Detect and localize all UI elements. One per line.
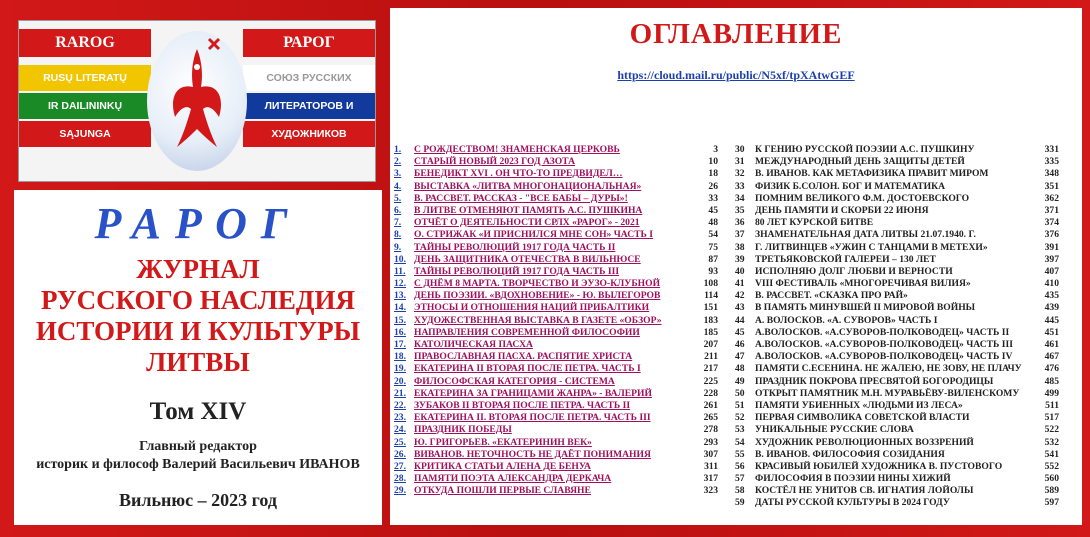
toc-entry-page: 317 — [703, 473, 718, 485]
toc-entry-page: 207 — [703, 339, 718, 350]
toc-entry-number: 44 — [735, 314, 745, 326]
toc-entry[interactable] — [735, 339, 1075, 351]
toc-entry-number: 5. — [394, 192, 402, 204]
toc-entry-page: 485 — [1044, 375, 1059, 387]
toc-entry-title: ЭТНОСЫ И ОТНОШЕНИЯ НАЦИЙ ПРИБАЛТИКИ — [414, 302, 650, 314]
toc-entry-title: ДЕНЬ ЗАЩИТНИКА ОТЕЧЕСТВА В ВИЛЬНЮСЕ — [414, 253, 641, 265]
toc-entry-title: КРАСИВЫЙ ЮБИЛЕЙ ХУДОЖНИКА В. ПУСТОВОГО — [755, 460, 1003, 472]
toc-entry-page: 467 — [1044, 351, 1059, 363]
toc-entry[interactable] — [735, 278, 1075, 290]
toc-entry-number: 52 — [735, 412, 745, 424]
toc-entry-page: 331 — [1044, 144, 1059, 155]
toc-entry-number: 9. — [394, 241, 402, 253]
toc-entry[interactable] — [394, 485, 734, 497]
toc-entry-page: 26 — [708, 180, 718, 192]
rarog-logo-card — [18, 20, 376, 182]
toc-entry-page: 589 — [1044, 485, 1059, 497]
city-year: Вильнюс – 2023 год — [119, 490, 277, 510]
toc-entry-title: ПАМЯТИ УБИЕННЫХ «ЛЮДЬМИ ИЗ ЛЕСА» — [755, 399, 963, 411]
toc-entry[interactable] — [394, 254, 734, 266]
toc-entry-title: А. ВОЛОСКОВ. «А. СУВОРОВ» ЧАСТЬ I — [755, 314, 938, 326]
toc-entry[interactable] — [735, 461, 1075, 473]
toc-entry-page: 435 — [1044, 290, 1059, 302]
toc-entry-page: 151 — [703, 302, 718, 314]
toc-entry-page: 522 — [1044, 424, 1059, 436]
toc-entry-page: 552 — [1044, 460, 1059, 472]
toc-entry-number: 21. — [394, 387, 406, 399]
toc-entry-page: 362 — [1044, 192, 1059, 204]
toc-entry-number: 1. — [394, 144, 402, 155]
toc-entry[interactable] — [394, 339, 734, 351]
toc-entry-page: 217 — [703, 363, 718, 375]
toc-entry-number: 18. — [394, 351, 406, 363]
toc-entry-number: 45 — [735, 326, 745, 338]
toc-entry[interactable] — [394, 302, 734, 314]
editor-info — [14, 438, 382, 474]
toc-entry-page: 476 — [1044, 363, 1059, 375]
toc-entry[interactable] — [735, 168, 1075, 180]
toc-entry-title: УНИКАЛЬНЫЕ РУССКИЕ СЛОВА — [755, 424, 914, 436]
toc-entry-number: 20. — [394, 375, 406, 387]
toc-entry[interactable] — [394, 181, 734, 193]
toc-entry[interactable] — [394, 351, 734, 363]
toc-entry-number: 24. — [394, 424, 406, 436]
journal-title-line: ЖУРНАЛ — [136, 254, 260, 284]
toc-entry-number: 2. — [394, 156, 402, 168]
toc-entry-page: 451 — [1044, 326, 1059, 338]
toc-entry-title: ТРЕТЬЯКОВСКОЙ ГАЛЕРЕИ – 130 ЛЕТ — [755, 253, 936, 265]
toc-entry[interactable] — [394, 412, 734, 424]
toc-entry-title: ДЕНЬ ПАМЯТИ И СКОРБИ 22 ИЮНЯ — [755, 204, 929, 216]
toc-entry[interactable] — [394, 193, 734, 205]
toc-entry[interactable] — [394, 363, 734, 375]
toc-entry-title: ТАЙНЫ РЕВОЛЮЦИЙ 1917 ГОДА ЧАСТЬ II — [414, 241, 616, 253]
toc-entry[interactable] — [394, 168, 734, 180]
journal-brand: РАРОГ — [94, 199, 302, 248]
toc-entry[interactable] — [735, 266, 1075, 278]
toc-entry[interactable] — [394, 461, 734, 473]
toc-entry-page: 225 — [703, 375, 718, 387]
toc-entry-title: 80 ЛЕТ КУРСКОЙ БИТВЕ — [755, 217, 874, 229]
toc-entry-title: В ЛИТВЕ ОТМЕНЯЮТ ПАМЯТЬ А.С. ПУШКИНА — [414, 204, 643, 216]
toc-entry[interactable] — [735, 315, 1075, 327]
toc-entry-title: ДЕНЬ ПОЭЗИИ. «ВДОХНОВЕНИЕ» - Ю. ВЫЛЕГОРОВ — [414, 290, 661, 302]
toc-entry[interactable] — [735, 242, 1075, 254]
toc-entry-number: 19. — [394, 363, 406, 375]
toc-entry-title: ОТКУДА ПОШЛИ ПЕРВЫЕ СЛАВЯНЕ — [414, 485, 591, 497]
toc-entry[interactable] — [735, 485, 1075, 497]
toc-entry[interactable] — [735, 290, 1075, 302]
toc-entry-title: К ГЕНИЮ РУССКОЙ ПОЭЗИИ А.С. ПУШКИНУ — [755, 144, 975, 155]
toc-entry-page: 261 — [703, 399, 718, 411]
toc-entry-number: 15. — [394, 314, 406, 326]
logo-ru-line-3: ХУДОЖНИКОВ — [243, 121, 375, 147]
toc-entry-number: 28. — [394, 473, 406, 485]
toc-entry-number: 17. — [394, 339, 406, 350]
toc-entry-number: 22. — [394, 399, 406, 411]
toc-entry[interactable] — [735, 229, 1075, 241]
toc-entry-number: 43 — [735, 302, 745, 314]
toc-entry-number: 42 — [735, 290, 745, 302]
logo-lt-line-3: SĄJUNGA — [19, 121, 151, 147]
toc-entry-page: 18 — [708, 168, 718, 180]
toc-entry-number: 41 — [735, 278, 745, 290]
toc-entry-title: ДАТЫ РУССКОЙ КУЛЬТУРЫ В 2024 ГОДУ — [755, 497, 950, 509]
toc-entry-title: С ДНЁМ 8 МАРТА. ТВОРЧЕСТВО И ЭУЗО-КЛУБНОЙ — [414, 278, 661, 290]
toc-entry[interactable] — [394, 266, 734, 278]
russian-flag-panel — [243, 21, 375, 181]
toc-entry[interactable] — [394, 205, 734, 217]
toc-entry-title: В. ИВАНОВ. КАК МЕТАФИЗИКА ПРАВИТ МИРОМ — [755, 168, 989, 180]
toc-entry-number: 50 — [735, 387, 745, 399]
toc-entry-page: 376 — [1044, 229, 1059, 241]
volume-label: Том XIV — [149, 398, 247, 425]
toc-entry[interactable] — [735, 449, 1075, 461]
logo-lt-title: RAROG — [19, 29, 151, 57]
toc-entry-title: Г. ЛИТВИНЦЕВ «УЖИН С ТАНЦАМИ В МЕТЕХИ» — [755, 241, 988, 253]
toc-entry-page: 597 — [1044, 497, 1059, 509]
toc-entry-number: 48 — [735, 363, 745, 375]
toc-entry-page: 461 — [1044, 339, 1059, 350]
toc-entry-number: 3. — [394, 168, 402, 180]
toc-entry-page: 10 — [708, 156, 718, 168]
toc-entry-number: 56 — [735, 460, 745, 472]
toc-entry-number: 47 — [735, 351, 745, 363]
journal-title — [14, 254, 382, 378]
toc-entry[interactable] — [394, 144, 734, 156]
toc-entry-title: В. ИВАНОВ. ФИЛОСОФИЯ СОЗИДАНИЯ — [755, 448, 945, 460]
toc-entry-page: 541 — [1044, 448, 1059, 460]
toc-entry-number: 16. — [394, 326, 406, 338]
toc-entry-page: 351 — [1044, 180, 1059, 192]
toc-column-right — [735, 144, 1075, 510]
toc-entry-title: ВЫСТАВКА «ЛИТВА МНОГОНАЦИОНАЛЬНАЯ» — [414, 180, 642, 192]
toc-entry-number: 31 — [735, 156, 745, 168]
toc-entry-page: 228 — [703, 387, 718, 399]
toc-entry-title: БЕНЕДИКТ XVI . ОН ЧТО-ТО ПРЕДВИДЕЛ… — [414, 168, 623, 180]
toc-entry-number: 29. — [394, 485, 406, 497]
toc-entry-title: ОТКРЫТ ПАМЯТНИК М.Н. МУРАВЬЁВУ-ВИЛЕНСКОМУ — [755, 387, 1020, 399]
toc-entry-title: ЕКАТЕРИНА II ВТОРАЯ ПОСЛЕ ПЕТРА. ЧАСТЬ I — [414, 363, 641, 375]
toc-entry-page: 348 — [1044, 168, 1059, 180]
toc-entry[interactable] — [735, 217, 1075, 229]
toc-entry-title: ФИЗИК Б.СОЛОН. БОГ И МАТЕМАТИКА — [755, 180, 946, 192]
falcon-emblem-icon — [147, 31, 247, 171]
toc-entry-title: В. РАССВЕТ. РАССКАЗ - "ВСЕ БАБЫ – ДУРЫ»! — [414, 192, 628, 204]
toc-entry-title: ПЕРВАЯ СИМВОЛИКА СОВЕТСКОЙ ВЛАСТИ — [755, 412, 970, 424]
toc-entry-number: 51 — [735, 399, 745, 411]
toc-entry[interactable] — [735, 205, 1075, 217]
toc-entry[interactable] — [394, 290, 734, 302]
toc-entry-page: 45 — [708, 204, 718, 216]
logo-ru-line-1: СОЮЗ РУССКИХ — [243, 65, 375, 91]
toc-entry-page: 211 — [704, 351, 718, 363]
journal-title-line: ЛИТВЫ — [146, 347, 250, 377]
toc-entry-page: 511 — [1045, 399, 1059, 411]
lithuanian-flag-panel — [19, 21, 151, 181]
toc-entry-number: 30 — [735, 144, 745, 155]
logo-ru-line-2: ЛИТЕРАТОРОВ И — [243, 93, 375, 119]
toc-entry[interactable] — [394, 242, 734, 254]
toc-entry-title: В ПАМЯТЬ МИНУВШЕЙ II МИРОВОЙ ВОЙНЫ — [755, 302, 976, 314]
toc-entry-number: 53 — [735, 424, 745, 436]
toc-entry[interactable] — [394, 400, 734, 412]
toc-entry[interactable] — [735, 388, 1075, 400]
toc-entry-title: ХУДОЖЕСТВЕННАЯ ВЫСТАВКА В ГАЗЕТЕ «ОБЗОР» — [414, 314, 662, 326]
toc-entry-title: КАТОЛИЧЕСКАЯ ПАСХА — [414, 339, 533, 350]
toc-entry-title: ХУДОЖНИК РЕВОЛЮЦИОННЫХ ВОЗЗРЕНИЙ — [755, 436, 974, 448]
toc-entry[interactable] — [735, 156, 1075, 168]
toc-entry[interactable] — [735, 144, 1075, 156]
toc-entry[interactable] — [735, 193, 1075, 205]
toc-entry-page: 371 — [1044, 204, 1059, 216]
toc-entry-number: 10. — [394, 253, 406, 265]
toc-entry-title: ФИЛОСОФИЯ В ПОЭЗИИ НИНЫ ХИЖИЙ — [755, 473, 951, 485]
toc-entry-title: ЕКАТЕРИНА II. ВТОРАЯ ПОСЛЕ ПЕТРА. ЧАСТЬ III — [414, 412, 651, 424]
toc-entry-number: 12. — [394, 278, 406, 290]
toc-entry-number: 54 — [735, 436, 745, 448]
toc-entry-page: 445 — [1044, 314, 1059, 326]
toc-entry-page: 48 — [708, 217, 718, 229]
toc-entry-number: 13. — [394, 290, 406, 302]
toc-entry-number: 59 — [735, 497, 745, 509]
toc-entry-number: 55 — [735, 448, 745, 460]
toc-entry-page: 560 — [1044, 473, 1059, 485]
toc-entry-number: 46 — [735, 339, 745, 350]
toc-entry-page: 54 — [708, 229, 718, 241]
toc-entry[interactable] — [735, 351, 1075, 363]
toc-entry-page: 374 — [1044, 217, 1059, 229]
toc-entry[interactable] — [735, 376, 1075, 388]
toc-entry-number: 57 — [735, 473, 745, 485]
toc-entry-page: 499 — [1044, 387, 1059, 399]
toc-entry[interactable] — [735, 181, 1075, 193]
toc-entry-page: 87 — [708, 253, 718, 265]
toc-entry-page: 278 — [703, 424, 718, 436]
toc-title: ОГЛАВЛЕНИЕ — [629, 18, 843, 50]
journal-title-line: РУССКОГО НАСЛЕДИЯ — [41, 285, 355, 315]
toc-entry-title: В. РАССВЕТ. «СКАЗКА ПРО РАЙ» — [755, 290, 908, 302]
toc-entry-number: 11. — [394, 265, 406, 277]
toc-entry[interactable] — [394, 424, 734, 436]
toc-entry[interactable] — [394, 217, 734, 229]
toc-entry-number: 40 — [735, 265, 745, 277]
toc-entry[interactable] — [735, 400, 1075, 412]
toc-entry-page: 3 — [713, 144, 718, 155]
toc-entry-page: 311 — [704, 460, 718, 472]
logo-lt-line-2: IR DAILININKŲ — [19, 93, 151, 119]
toc-entry-page: 293 — [703, 436, 718, 448]
toc-entry-page: 439 — [1044, 302, 1059, 314]
toc-column-left — [394, 144, 734, 497]
toc-entry-title: ИСПОЛНЯЮ ДОЛГ ЛЮБВИ И ВЕРНОСТИ — [755, 265, 953, 277]
toc-entry-title: ЗНАМЕНАТЕЛЬНАЯ ДАТА ЛИТВЫ 21.07.1940. Г. — [755, 229, 976, 241]
toc-entry-title: КОСТЁЛ НЕ УНИТОВ СВ. ИГНАТИЯ ЛОЙОЛЫ — [755, 485, 974, 497]
toc-entry-page: 185 — [703, 326, 718, 338]
toc-entry[interactable] — [394, 229, 734, 241]
toc-entry-number: 34 — [735, 192, 745, 204]
toc-entry-title: ПОМНИМ ВЕЛИКОГО Ф.М. ДОСТОЕВСКОГО — [755, 192, 970, 204]
toc-entry-page: 183 — [703, 314, 718, 326]
toc-entry[interactable] — [394, 156, 734, 168]
toc-entry-page: 75 — [708, 241, 718, 253]
toc-entry-number: 58 — [735, 485, 745, 497]
toc-entry[interactable] — [735, 424, 1075, 436]
toc-entry-page: 517 — [1044, 412, 1059, 424]
toc-entry-number: 27. — [394, 460, 406, 472]
toc-entry-number: 38 — [735, 241, 745, 253]
toc-entry-number: 4. — [394, 180, 402, 192]
toc-entry-number: 35 — [735, 204, 745, 216]
toc-entry-title: ПРАЗДНИК ПОКРОВА ПРЕСВЯТОЙ БОГОРОДИЦЫ — [755, 375, 994, 387]
toc-entry-number: 33 — [735, 180, 745, 192]
toc-entry-title: ПРАВОСЛАВНАЯ ПАСХА. РАСПЯТИЕ ХРИСТА — [414, 351, 633, 363]
journal-title-line: ИСТОРИИ И КУЛЬТУРЫ — [35, 316, 361, 346]
toc-entry[interactable] — [394, 388, 734, 400]
toc-entry-title: ЗУБАКОВ II ВТОРАЯ ПОСЛЕ ПЕТРА. ЧАСТЬ II — [414, 399, 631, 411]
toc-entry-title: СТАРЫЙ НОВЫЙ 2023 ГОД АЗОТА — [414, 156, 576, 168]
toc-entry-title: ОТЧЁТ О ДЕЯТЕЛЬНОСТИ СРЛХ «РАРОГ» - 2021 — [414, 217, 640, 229]
toc-entry-title: А.ВОЛОСКОВ. «А.СУВОРОВ-ПОЛКОВОДЕЦ» ЧАСТЬ III — [755, 339, 1014, 350]
toc-entry-title: ПРАЗДНИК ПОБЕДЫ — [414, 424, 512, 436]
journal-info-card — [14, 190, 382, 525]
toc-entry[interactable] — [394, 473, 734, 485]
logo-ru-title: РАРОГ — [243, 29, 375, 57]
toc-entry-page: 114 — [704, 290, 718, 302]
toc-entry-title: Ю. ГРИГОРЬЕВ. «ЕКАТЕРИНИН ВЕК» — [414, 436, 592, 448]
toc-entry-page: 407 — [1044, 265, 1059, 277]
toc-entry-page: 93 — [708, 265, 718, 277]
toc-entry-title: ПАМЯТИ ПОЭТА АЛЕКСАНДРА ДЕРКАЧА — [414, 473, 612, 485]
toc-entry[interactable] — [735, 302, 1075, 314]
toc-entry[interactable] — [735, 473, 1075, 485]
toc-entry[interactable] — [735, 363, 1075, 375]
toc-entry-title: ВИВАНОВ. НЕТОЧНОСТЬ НЕ ДАЁТ ПОНИМАНИЯ — [414, 448, 651, 460]
toc-entry-page: 335 — [1044, 156, 1059, 168]
toc-entry-page: 323 — [703, 485, 718, 497]
toc-entry-number: 23. — [394, 412, 406, 424]
toc-entry[interactable] — [735, 497, 1075, 509]
toc-entry[interactable] — [394, 315, 734, 327]
toc-entry[interactable] — [735, 437, 1075, 449]
toc-entry[interactable] — [394, 437, 734, 449]
editor-line: Главный редактор — [139, 439, 257, 454]
toc-entry-number: 49 — [735, 375, 745, 387]
toc-entry-title: ПАМЯТИ С.ЕСЕНИНА. НЕ ЖАЛЕЮ, НЕ ЗОВУ, НЕ ПЛАЧУ — [755, 363, 1022, 375]
toc-entry-number: 36 — [735, 217, 745, 229]
toc-entry-number: 37 — [735, 229, 745, 241]
table-of-contents — [390, 8, 1082, 525]
toc-entry-page: 532 — [1044, 436, 1059, 448]
toc-entry-number: 26. — [394, 448, 406, 460]
toc-entry-title: НАПРАВЛЕНИЯ СОВРЕМЕННОЙ ФИЛОСОФИИ — [414, 326, 640, 338]
toc-entry-title: МЕЖДУНАРОДНЫЙ ДЕНЬ ЗАЩИТЫ ДЕТЕЙ — [755, 156, 965, 168]
toc-entry[interactable] — [735, 254, 1075, 266]
toc-entry-number: 7. — [394, 217, 402, 229]
toc-entry-title: ФИЛОСОФСКАЯ КАТЕГОРИЯ - СИСТЕМА — [414, 375, 615, 387]
toc-entry-title: С РОЖДЕСТВОМ! ЗНАМЕНСКАЯ ЦЕРКОВЬ — [414, 144, 620, 155]
toc-entry[interactable] — [394, 327, 734, 339]
toc-entry-number: 14. — [394, 302, 406, 314]
toc-entry-title: ТАЙНЫ РЕВОЛЮЦИЙ 1917 ГОДА ЧАСТЬ III — [414, 265, 620, 277]
toc-entry-number: 6. — [394, 204, 402, 216]
toc-entry[interactable] — [735, 412, 1075, 424]
toc-entry-title: ЕКАТЕРИНА ЗА ГРАНИЦАМИ ЖАНРА» - ВАЛЕРИЙ — [414, 387, 652, 399]
toc-entry-title: VIII ФЕСТИВАЛЬ «МНОГОРЕЧИВАЯ ВИЛИЯ» — [755, 278, 971, 290]
toc-entry-page: 410 — [1044, 278, 1059, 290]
toc-entry[interactable] — [394, 449, 734, 461]
toc-entry-number: 39 — [735, 253, 745, 265]
toc-entry[interactable] — [394, 376, 734, 388]
editor-line: историк и философ Валерий Васильевич ИВАНОВ — [36, 457, 360, 472]
toc-entry[interactable] — [735, 327, 1075, 339]
toc-entry-page: 307 — [703, 448, 718, 460]
toc-entry-page: 391 — [1044, 241, 1059, 253]
cloud-link[interactable]: https://cloud.mail.ru/public/N5xf/tpXAtwGEF — [617, 68, 855, 82]
toc-entry-title: О. СТРИЖАК «И ПРИСНИЛСЯ МНЕ СОН» ЧАСТЬ I — [414, 229, 654, 241]
toc-entry-number: 25. — [394, 436, 406, 448]
toc-entry-page: 33 — [708, 192, 718, 204]
toc-entry-page: 108 — [703, 278, 718, 290]
toc-entry-title: КРИТИКА СТАТЬИ АЛЕНА ДЕ БЕНУА — [414, 460, 591, 472]
logo-lt-line-1: RUSŲ LITERATŲ — [19, 65, 151, 91]
toc-entry-page: 397 — [1044, 253, 1059, 265]
toc-entry-title: А.ВОЛОСКОВ. «А.СУВОРОВ-ПОЛКОВОДЕЦ» ЧАСТЬ II — [755, 326, 1010, 338]
toc-entry-number: 32 — [735, 168, 745, 180]
toc-entry-page: 265 — [703, 412, 718, 424]
toc-entry-title: А.ВОЛОСКОВ. «А.СУВОРОВ-ПОЛКОВОДЕЦ» ЧАСТЬ IV — [755, 351, 1013, 363]
toc-entry[interactable] — [394, 278, 734, 290]
toc-entry-number: 8. — [394, 229, 402, 241]
